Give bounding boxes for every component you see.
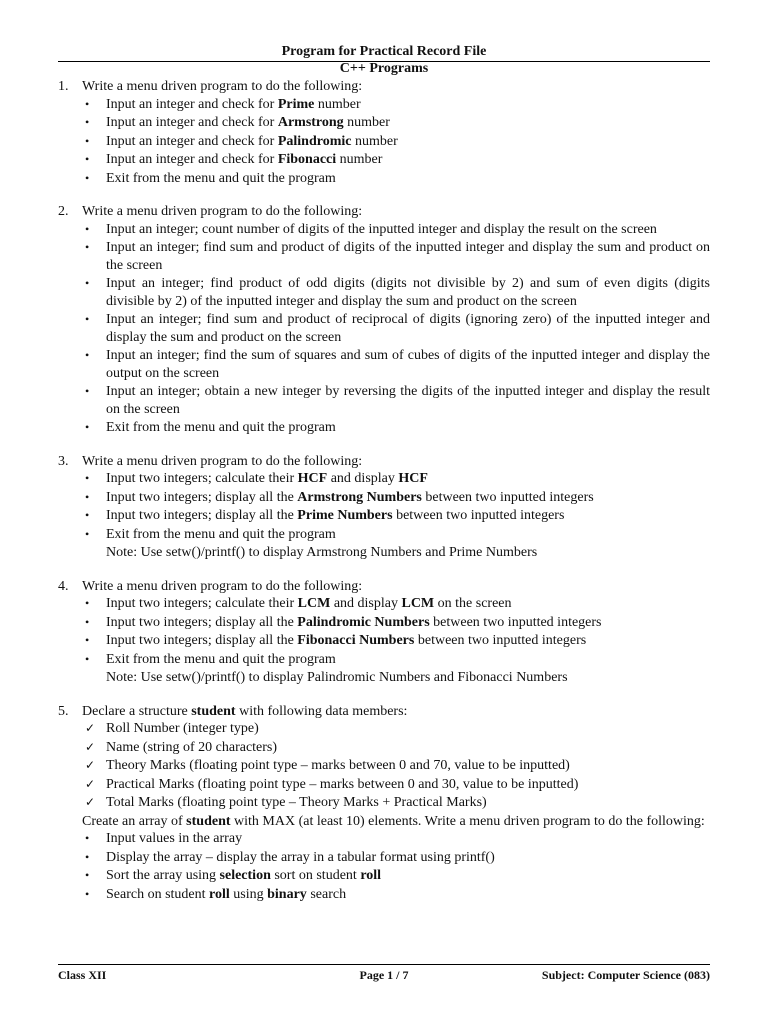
bullet-icon: • bbox=[85, 96, 90, 111]
item-text: Roll Number (integer type) bbox=[106, 721, 259, 736]
item-text: between two inputted integers bbox=[421, 489, 594, 505]
list-item bbox=[82, 96, 710, 114]
bullet-list bbox=[82, 96, 710, 188]
bullet-list bbox=[82, 595, 710, 668]
question-number: 5. bbox=[58, 703, 69, 719]
item-bold-text: Palindromic Numbers bbox=[297, 614, 430, 630]
item-bold-text: roll bbox=[360, 868, 382, 883]
item-text: Input an integer; count number of digits of the inputted integer and display the result on the screen bbox=[106, 221, 657, 237]
checkmark-list bbox=[82, 720, 710, 812]
list-item bbox=[82, 886, 710, 904]
item-text: Input an integer; find product of odd digits (digits not divisible by 2) and sum of even digits (digits divisible by 2) of the inputted integer and display the sum and product on the screen bbox=[106, 276, 710, 309]
item-text: Input two integers; display all the bbox=[106, 614, 298, 630]
bullet-icon: • bbox=[85, 614, 90, 629]
bullet-icon: • bbox=[85, 633, 90, 647]
item-text: Input an integer; find sum and product of digits of the inputted integer and display the sum and product on the screen bbox=[106, 240, 710, 273]
list-item bbox=[82, 170, 710, 188]
list-item bbox=[82, 507, 710, 525]
item-text: between two inputted integers bbox=[429, 614, 602, 630]
question-2 bbox=[58, 203, 710, 437]
item-text: Search on student bbox=[106, 886, 210, 902]
list-item bbox=[82, 739, 710, 757]
list-item bbox=[82, 757, 710, 775]
bullet-icon: • bbox=[85, 420, 90, 434]
list-item bbox=[82, 151, 710, 169]
item-text: Input an integer; obtain a new integer by reversing the digits of the inputted integer and display the result on the screen bbox=[106, 384, 710, 417]
question-note: Note: Use setw()/printf() to display Armstrong Numbers and Prime Numbers bbox=[106, 545, 538, 560]
bullet-icon: • bbox=[85, 471, 90, 485]
continuation-text: Create an array of bbox=[82, 813, 187, 829]
item-bold-text: LCM bbox=[401, 596, 435, 611]
item-text: number bbox=[336, 152, 383, 167]
continuation-bold: student bbox=[186, 813, 231, 829]
bullet-list bbox=[82, 221, 710, 437]
bullet-icon: • bbox=[85, 133, 90, 148]
bullet-icon: • bbox=[85, 886, 90, 901]
question-5 bbox=[58, 703, 710, 904]
bullet-icon: • bbox=[85, 221, 90, 236]
continuation-text: with MAX (at least 10) elements. Write a menu driven program to do the following: bbox=[230, 813, 705, 829]
checkmark-icon: ✓ bbox=[85, 758, 96, 772]
bullet-list bbox=[82, 830, 710, 903]
item-text: Input an integer and check for bbox=[106, 152, 278, 167]
question-list bbox=[58, 78, 710, 919]
item-bold-text: HCF bbox=[398, 471, 428, 486]
list-item bbox=[82, 419, 710, 437]
item-bold-text: Fibonacci bbox=[277, 152, 337, 167]
item-text: Theory Marks (floating point type – marks between 0 and 70, value to be inputted) bbox=[106, 758, 570, 773]
stem-bold: student bbox=[191, 703, 236, 719]
list-item bbox=[82, 114, 710, 132]
footer-rule bbox=[58, 964, 710, 965]
item-text: Input an integer and check for bbox=[106, 115, 278, 130]
item-bold-text: HCF bbox=[297, 471, 328, 486]
list-item bbox=[82, 651, 710, 669]
checkmark-icon: ✓ bbox=[85, 795, 96, 809]
item-bold-text: roll bbox=[209, 886, 230, 902]
list-item bbox=[82, 867, 710, 885]
list-item bbox=[82, 830, 710, 848]
bullet-icon: • bbox=[85, 240, 90, 254]
question-3 bbox=[58, 453, 710, 562]
item-text: Total Marks (floating point type – Theory Marks + Practical Marks) bbox=[106, 795, 487, 810]
bullet-icon: • bbox=[85, 868, 90, 882]
question-number: 2. bbox=[58, 204, 69, 219]
footer-class: Class XII bbox=[58, 968, 107, 982]
list-item bbox=[82, 794, 710, 812]
list-item bbox=[82, 133, 710, 151]
question-stem: Write a menu driven program to do the following: bbox=[82, 578, 363, 594]
page-footer bbox=[58, 967, 710, 983]
item-text: sort on student bbox=[270, 868, 361, 883]
item-text: Exit from the menu and quit the program bbox=[106, 170, 336, 186]
item-text: Input two integers; display all the bbox=[106, 633, 298, 648]
footer-subject: Subject: Computer Science (083) bbox=[541, 968, 710, 982]
bullet-list bbox=[82, 470, 710, 543]
item-bold-text: binary bbox=[267, 886, 307, 902]
item-text: number bbox=[351, 133, 398, 149]
checkmark-icon: ✓ bbox=[85, 739, 96, 754]
item-text: and display bbox=[330, 596, 402, 611]
question-note: Note: Use setw()/printf() to display Palindromic Numbers and Fibonacci Numbers bbox=[106, 670, 568, 685]
item-text: Exit from the menu and quit the program bbox=[106, 526, 336, 542]
list-item bbox=[82, 383, 710, 418]
bullet-icon: • bbox=[85, 170, 90, 185]
item-bold-text: Prime bbox=[277, 96, 315, 112]
item-text: Practical Marks (floating point type – marks between 0 and 30, value to be inputted) bbox=[106, 776, 579, 792]
item-text: using bbox=[229, 886, 268, 902]
page-title: Program for Practical Record File bbox=[281, 44, 487, 59]
item-text: number bbox=[314, 96, 361, 112]
question-1 bbox=[58, 78, 710, 187]
item-bold-text: Armstrong Numbers bbox=[297, 489, 422, 505]
list-item bbox=[82, 489, 710, 507]
checkmark-icon: ✓ bbox=[85, 776, 96, 791]
list-item bbox=[82, 311, 710, 346]
item-text: Input an integer; find the sum of squares and sum of cubes of digits of the inputted integer and display the output on the screen bbox=[106, 348, 710, 381]
item-text: and display bbox=[327, 471, 399, 486]
question-stem: Write a menu driven program to do the following: bbox=[82, 79, 363, 94]
question-continuation bbox=[82, 813, 710, 831]
bullet-icon: • bbox=[85, 526, 90, 541]
stem-text: with following data members: bbox=[235, 703, 408, 719]
list-item bbox=[82, 849, 710, 867]
bullet-icon: • bbox=[85, 384, 90, 398]
item-bold-text: Prime Numbers bbox=[297, 508, 393, 523]
item-text: Input an integer and check for bbox=[106, 133, 278, 149]
page-subtitle: C++ Programs bbox=[339, 61, 429, 76]
bullet-icon: • bbox=[85, 152, 90, 166]
item-bold-text: selection bbox=[219, 868, 271, 883]
item-text: on the screen bbox=[434, 596, 512, 611]
item-text: Input two integers; calculate their bbox=[106, 596, 298, 611]
list-item bbox=[82, 470, 710, 488]
item-text: number bbox=[343, 115, 390, 130]
footer-page-number: Page 1 / 7 bbox=[359, 968, 409, 982]
bullet-icon: • bbox=[85, 312, 90, 326]
question-number: 3. bbox=[58, 453, 69, 469]
bullet-icon: • bbox=[85, 276, 90, 290]
item-text: Name (string of 20 characters) bbox=[106, 739, 278, 755]
question-stem: Write a menu driven program to do the following: bbox=[82, 204, 363, 219]
bullet-icon: • bbox=[85, 508, 90, 522]
list-item bbox=[82, 595, 710, 613]
checkmark-icon: ✓ bbox=[85, 721, 96, 735]
list-item bbox=[82, 275, 710, 310]
bullet-icon: • bbox=[85, 831, 90, 845]
stem-text: Declare a structure bbox=[82, 703, 192, 719]
item-text: search bbox=[306, 886, 347, 902]
item-text: Exit from the menu and quit the program bbox=[106, 420, 336, 435]
question-4 bbox=[58, 578, 710, 687]
list-item bbox=[82, 221, 710, 239]
list-item bbox=[82, 526, 710, 544]
item-text: between two inputted integers bbox=[414, 633, 587, 648]
item-text: Input two integers; calculate their bbox=[106, 471, 298, 486]
item-text: Input values in the array bbox=[106, 831, 243, 846]
item-text: Exit from the menu and quit the program bbox=[106, 651, 336, 667]
item-text: Input an integer; find sum and product of reciprocal of digits (ignoring zero) of the inputted integer and display the sum and product on the screen bbox=[106, 312, 710, 345]
bullet-icon: • bbox=[85, 115, 90, 129]
list-item bbox=[82, 239, 710, 274]
item-text: Input an integer and check for bbox=[106, 96, 278, 112]
bullet-icon: • bbox=[85, 651, 90, 666]
item-bold-text: Palindromic bbox=[277, 133, 352, 149]
question-stem bbox=[82, 703, 710, 721]
question-stem: Write a menu driven program to do the following: bbox=[82, 453, 363, 469]
item-text: Display the array – display the array in a tabular format using printf() bbox=[106, 849, 495, 865]
question-number: 1. bbox=[58, 79, 69, 94]
bullet-icon: • bbox=[85, 596, 90, 610]
list-item bbox=[82, 347, 710, 382]
item-text: Sort the array using bbox=[106, 868, 220, 883]
list-item bbox=[82, 776, 710, 794]
item-bold-text: LCM bbox=[297, 596, 331, 611]
list-item bbox=[82, 720, 710, 738]
item-bold-text: Armstrong bbox=[277, 115, 344, 130]
bullet-icon: • bbox=[85, 849, 90, 864]
question-number: 4. bbox=[58, 578, 69, 594]
bullet-icon: • bbox=[85, 489, 90, 504]
item-text: Input two integers; display all the bbox=[106, 508, 298, 523]
bullet-icon: • bbox=[85, 348, 90, 362]
list-item bbox=[82, 632, 710, 650]
item-text: between two inputted integers bbox=[392, 508, 565, 523]
list-item bbox=[82, 614, 710, 632]
item-bold-text: Fibonacci Numbers bbox=[297, 633, 415, 648]
item-text: Input two integers; display all the bbox=[106, 489, 298, 505]
